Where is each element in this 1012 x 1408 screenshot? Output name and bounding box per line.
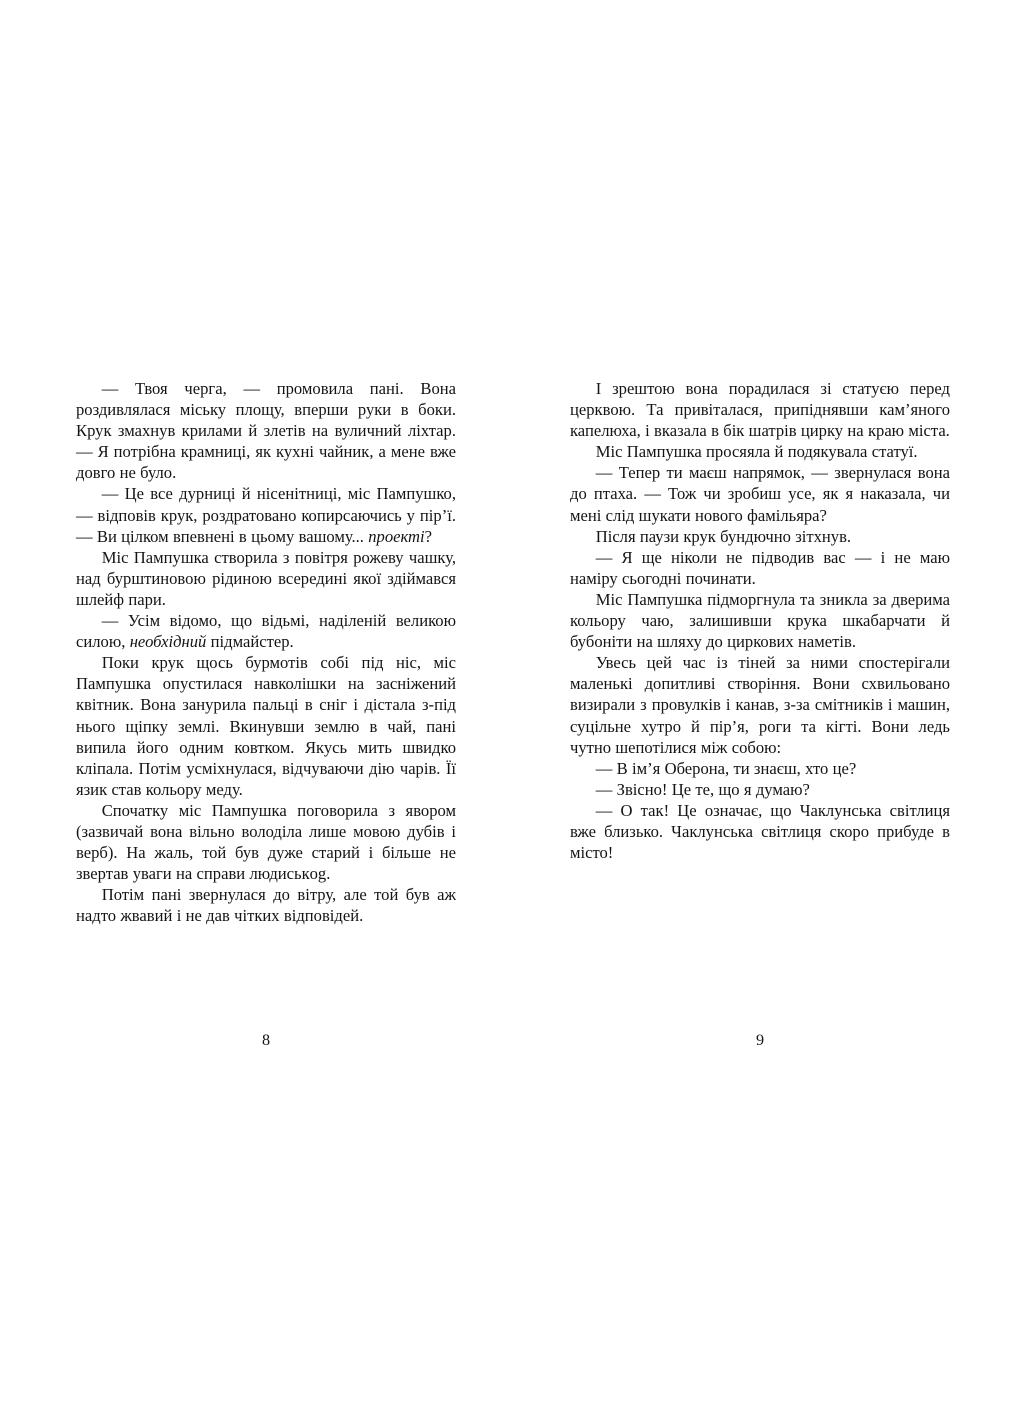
page-number-left: 8 — [261, 1031, 271, 1049]
paragraph: — Звісно! Це те, що я думаю? — [595, 779, 810, 799]
paragraph-text: — Це все дурниці й нісенітниці, міс Пампушко, — відповів крук, роздратовано копирсаючись у пір’ї. — Ви цілком впевнені в цьому вашому... — [76, 484, 456, 546]
paragraph-text-tail: ? — [424, 526, 433, 546]
paragraph — [76, 483, 456, 546]
page-right — [570, 378, 950, 863]
page-right-textblock — [570, 378, 950, 863]
paragraph: — Я ще ніколи не підводив вас — і не маю наміру сьогодні починати. — [570, 547, 950, 588]
paragraph: Міс Пампушка просяяла й подякувала статуї. — [595, 442, 918, 462]
paragraph: Поки крук щось бурмотів собі під ніс, міс Пампушка опустилася навколішки на засніжений квітник. Вона занурила пальці в сніг і дістала з-під нього щіпку землі. Вкинувши землю в чай, пані випила його одним ковтком. Якусь мить швидко кліпала. Потім усміхнулася, відчуваючи дію чарів. Її язик став кольору меду. — [76, 653, 456, 799]
paragraph: Міс Пампушка підморгнула та зникла за дверима кольору чаю, залишивши крука шкабарчати й бубоніти на шляху до циркових наметів. — [570, 589, 950, 652]
paragraph: Після паузи крук бундючно зітхнув. — [595, 526, 852, 546]
paragraph-text: — Усім відомо, що відьмі, наділеній великою силою, — [76, 611, 456, 652]
paragraph: — О так! Це означає, що Чаклунська світлиця вже близько. Чаклунська світлиця скоро прибуде в місто! — [570, 800, 950, 863]
paragraph: Потім пані звернулася до вітру, але той був аж надто жвавий і не дав чітких відповідей. — [76, 885, 456, 926]
paragraph-text-tail: підмайстер. — [206, 632, 294, 652]
page-left-textblock — [76, 378, 456, 926]
paragraph: Увесь цей час із тіней за ними спостерігали маленькі допитливі створіння. Вони схвильовано визирали з провулків і канав, з-за смітників і машин, суцільне хутро й пір’я, роги та кігті. Вони ледь чутно шепотілися між собою: — [570, 653, 950, 757]
paragraph: — Тепер ти маєш напрямок, — звернулася вона до птаха. — Тож чи зробиш усе, як я наказала, чи мені слід шукати нового фамільяра? — [570, 463, 950, 525]
page-number-right: 9 — [755, 1031, 765, 1049]
paragraph: — В ім’я Оберона, ти знаєш, хто це? — [595, 758, 857, 778]
page-left — [76, 378, 456, 926]
paragraph: Спочатку міс Пампушка поговорила з явором (зазвичай вона вільно володіла лише мовою дубів і верб). На жаль, той був дуже старий і більше не звертав уваги на справи людиськog. — [76, 800, 456, 884]
paragraph: Міс Пампушка створила з повітря рожеву чашку, над бурштиновою рідиною всередині якої здіймався шлейф пари. — [76, 547, 456, 609]
emphasis-proekti: проекті — [368, 526, 425, 546]
emphasis-neobkhidnyi: необхідний — [129, 632, 207, 652]
paragraph: І зрештою вона порадилася зі статуєю перед церквою. Та привіталася, припіднявши кам’яного капелюха, і вказала в бік шатрів цирку на краю міста. — [570, 379, 950, 441]
paragraph: — Твоя черга, — промовила пані. Вона роздивлялася міську площу, вперши руки в боки. Крук змахнув крилами й злетів на вуличний ліхтар. — Я потрібна крамниці, як кухні чайник, а мене вже довго не було. — [76, 379, 456, 483]
paragraph — [76, 610, 456, 652]
